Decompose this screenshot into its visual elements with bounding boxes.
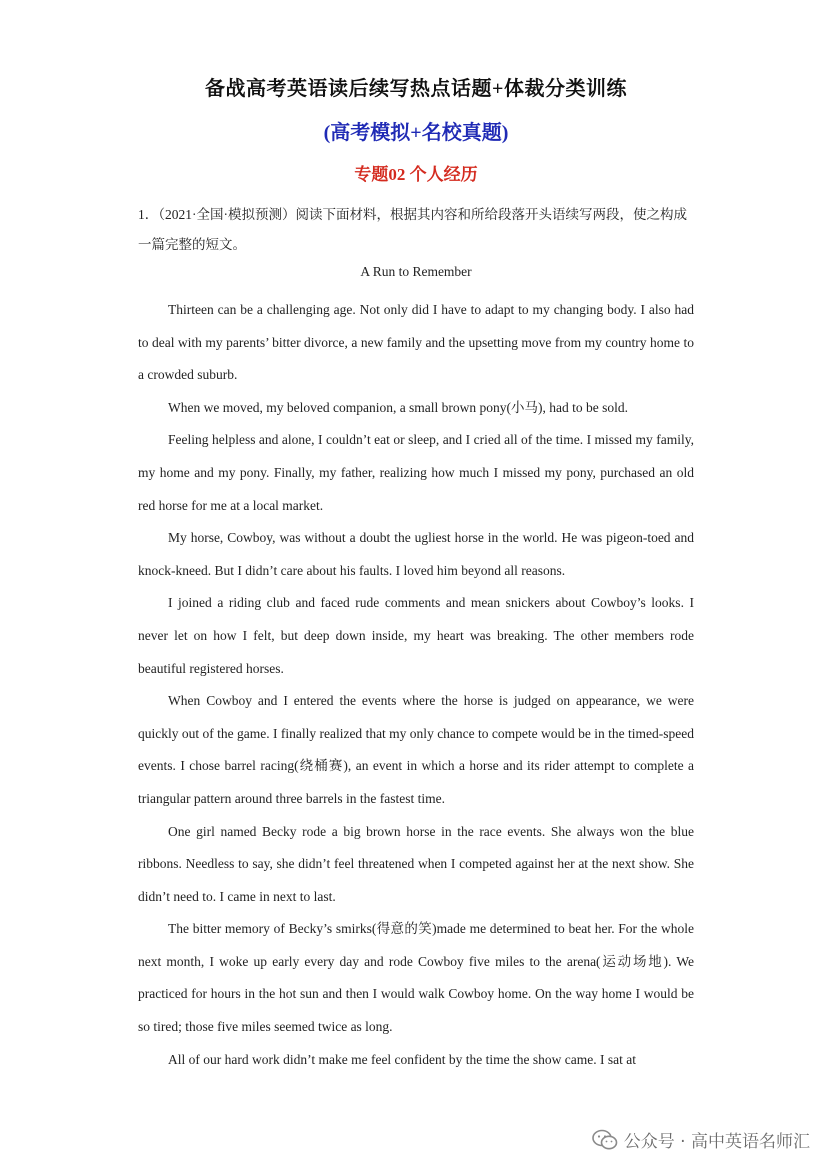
passage-title: A Run to Remember (360, 264, 472, 279)
paragraph: Feeling helpless and alone, I couldn’t eat or sleep, and I cried all of the time. I missed my family, my home and my pony. Finally, my father, realizing how much I missed my pony, purchased an old red horse for me at a local market. (138, 432, 694, 513)
paragraph: All of our hard work didn’t make me feel confident by the time the show came. I sat at (168, 1051, 636, 1067)
paragraph: The bitter memory of Becky’s smirks(得意的笑)made me determined to beat her. For the whole next month, I woke up early every day and rode Cowboy five miles to the arena(运动场地). We practiced for hours in the hot sun and then I would walk Cowboy home. On the way home I would be so tired; those five miles seemed twice as long. (138, 921, 694, 1035)
document-subtitle: (高考模拟+名校真题) (323, 122, 509, 144)
topic-heading: 专题02 个人经历 (354, 165, 478, 184)
document-title: 备战高考英语读后续写热点话题+体裁分类训练 (205, 78, 627, 100)
paragraph: Thirteen can be a challenging age. Not only did I have to adapt to my changing body. I also had to deal with my parents’ bitter divorce, a new family and the upsetting move from my country home to a crowded suburb. (138, 302, 694, 383)
paragraph: When Cowboy and I entered the events where the horse is judged on appearance, we were quickly out of the game. I finally realized that my only chance to compete would be in the timed-speed events. I chose barrel racing(绕桶赛), an event in which a horse and its rider attempt to complete a triangular pattern around three barrels in the fastest time. (138, 693, 694, 806)
watermark (592, 1127, 810, 1152)
paragraph: I joined a riding club and faced rude comments and mean snickers about Cowboy’s looks. I never let on how I felt, but deep down inside, my heart was breaking. The other members rode beautiful registered horses. (138, 595, 694, 676)
paragraph: One girl named Becky rode a big brown horse in the race events. She always won the blue ribbons. Needless to say, she didn’t feel threatened when I competed against her at the next show. She didn’t need to. I came in next to last. (138, 823, 694, 904)
wechat-icon (592, 1129, 618, 1151)
paragraph: My horse, Cowboy, was without a doubt the ugliest horse in the world. He was pigeon-toed and knock-kneed. But I didn’t care about his faults. I loved him beyond all reasons. (138, 530, 694, 578)
paragraph: When we moved, my beloved companion, a small brown pony(小马), had to be sold. (168, 399, 629, 415)
watermark-text: 公众号 · 高中英语名师汇 (623, 1132, 810, 1152)
passage-body (138, 294, 694, 1076)
question-prompt: 1．（2021·全国·模拟预测）阅读下面材料，根据其内容和所给段落开头语续写两段，使之构成一篇完整的短文。 (138, 207, 687, 252)
